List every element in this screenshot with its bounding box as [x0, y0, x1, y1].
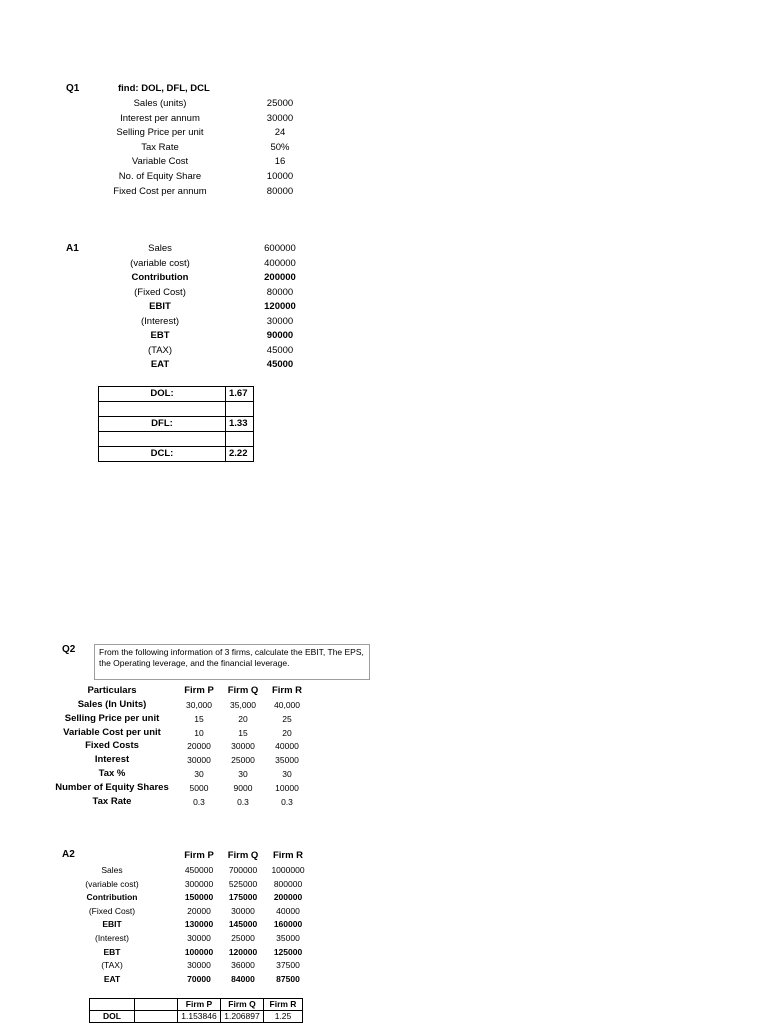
firm-r-value: 0.3 — [281, 796, 293, 807]
a1-row-value: 120000 — [264, 301, 296, 312]
q1-row-label: No. of Equity Share — [118, 171, 202, 182]
a1-row-label: Contribution — [131, 272, 189, 283]
firm-p-value: 450000 — [184, 865, 214, 875]
firm-p-value: 30000 — [187, 755, 211, 766]
a2-label: A2 — [62, 849, 75, 860]
table-row — [0, 931, 768, 945]
q1-row-value: 25000 — [266, 98, 294, 109]
dfl-label: DFL: — [151, 418, 173, 429]
q1-row-value: 80000 — [266, 185, 294, 197]
a1-row-label: (TAX) — [147, 344, 173, 356]
a1-row-value: 400000 — [264, 257, 296, 269]
list-item — [0, 126, 768, 140]
list-item — [0, 315, 768, 329]
firm-r-value: 40000 — [275, 741, 299, 752]
list-item — [0, 300, 768, 314]
firm-p-value: 300000 — [184, 878, 214, 889]
row-label: EBIT — [102, 919, 122, 930]
row-label: Contribution — [86, 892, 138, 903]
list-item — [0, 97, 768, 111]
q2-description: From the following information of 3 firms, calculate the EBIT, The EPS, the Operating leverage, and the financial leverage. — [94, 644, 370, 680]
firm-q-value: 36000 — [231, 960, 255, 971]
q1-row-label: Variable Cost — [131, 156, 189, 168]
row-label: Tax Rate — [92, 795, 132, 807]
firm-r-value: 20 — [282, 727, 292, 738]
q1-row-value: 24 — [274, 127, 286, 139]
table-row — [0, 698, 768, 712]
firm-r-value: 160000 — [273, 919, 303, 930]
q1-row-value: 10000 — [266, 171, 294, 182]
firm-p-value: 15 — [194, 713, 204, 724]
firm-r-value: 35000 — [276, 933, 300, 943]
row-label: Selling Price per unit — [64, 712, 160, 724]
a1-row-value: 80000 — [266, 286, 294, 298]
q1-row-label: Interest per annum — [120, 112, 200, 124]
firm-q-value: 25000 — [231, 933, 255, 943]
firm-r-value: 1000000 — [271, 865, 305, 875]
row-label: (variable cost) — [85, 878, 139, 889]
a1-row-value: 90000 — [266, 330, 294, 341]
blank-row — [99, 402, 253, 417]
a1-row-label: (Interest) — [140, 315, 179, 327]
list-item — [0, 242, 768, 256]
list-item — [0, 155, 768, 169]
a1-row-label: (variable cost) — [130, 257, 190, 269]
firm-p-value: 5000 — [189, 782, 209, 793]
table-row — [0, 739, 768, 753]
firm-q-value: 700000 — [228, 865, 258, 875]
dol-firm-p: 1.153846 — [178, 1011, 221, 1023]
q1-label: Q1 — [66, 83, 80, 94]
list-item — [0, 329, 768, 343]
table-header-row — [90, 999, 303, 1011]
firm-r-value: 25 — [282, 713, 292, 724]
firm-r-value: 10000 — [275, 782, 299, 793]
a1-row-value: 45000 — [266, 344, 294, 356]
q1-row-label: Sales (units) — [133, 98, 187, 109]
q1-row-label: Fixed Cost per annum — [113, 185, 207, 197]
blank-row — [99, 432, 253, 447]
table-header-row — [0, 684, 768, 698]
firm-q-value: 20 — [238, 713, 248, 724]
firm-q-value: 525000 — [228, 878, 258, 889]
firm-p-value: 0.3 — [193, 796, 205, 807]
col-firm-r: Firm R — [264, 999, 303, 1011]
firm-p-value: 10 — [194, 727, 204, 738]
firm-q-value: 25000 — [231, 755, 255, 766]
dfl-row — [99, 417, 253, 432]
firm-p-value: 30000 — [187, 933, 211, 943]
a1-row-label: (Fixed Cost) — [134, 286, 186, 298]
column-header: Firm Q — [227, 850, 259, 861]
dol-firm-r: 1.25 — [264, 1011, 303, 1023]
table-header-row — [0, 849, 768, 863]
column-header: Firm R — [271, 685, 303, 696]
firm-r-value: 37500 — [276, 960, 300, 971]
table-row — [90, 1011, 303, 1023]
a1-row-value: 600000 — [264, 243, 296, 254]
row-label: Fixed Costs — [85, 740, 139, 752]
leverage-box — [98, 386, 254, 462]
firm-p-value: 30 — [194, 769, 204, 779]
firm-q-value: 9000 — [233, 782, 253, 793]
firm-r-value: 200000 — [273, 892, 303, 903]
a1-row-value: 200000 — [264, 272, 296, 283]
dol-firm-q: 1.206897 — [221, 1011, 264, 1023]
a1-row-value: 45000 — [266, 359, 294, 370]
firm-r-value: 87500 — [276, 973, 300, 984]
firm-q-value: 30000 — [231, 905, 255, 916]
firm-q-value: 175000 — [228, 892, 258, 903]
list-item — [0, 141, 768, 155]
column-header: Firm Q — [227, 685, 259, 696]
row-label: Sales (In Units) — [77, 699, 147, 710]
a2-leverage-table — [89, 998, 303, 1023]
column-header: Firm R — [272, 850, 304, 861]
table-row — [0, 890, 768, 904]
col-firm-p: Firm P — [178, 999, 221, 1011]
list-item — [0, 358, 768, 372]
firm-p-value: 130000 — [184, 919, 214, 930]
row-label: Variable Cost per unit — [63, 726, 161, 738]
row-label: EAT — [103, 973, 121, 984]
row-label: (TAX) — [101, 960, 123, 971]
dcl-label: DCL: — [150, 448, 174, 459]
row-label: EBT — [103, 946, 121, 957]
dol-label: DOL: — [150, 388, 174, 399]
firm-q-value: 35,000 — [230, 700, 256, 710]
column-header: Firm P — [184, 850, 214, 861]
column-header: Firm P — [184, 685, 214, 696]
firm-p-value: 30000 — [187, 960, 211, 971]
a1-row-label: EBT — [150, 330, 170, 341]
table-row — [0, 795, 768, 809]
firm-r-value: 30 — [282, 769, 292, 779]
q2-label: Q2 — [62, 644, 76, 655]
table-row — [0, 917, 768, 931]
row-label: (Interest) — [94, 933, 129, 943]
q1-title: find: DOL, DFL, DCL — [118, 83, 210, 94]
firm-p-value: 150000 — [184, 892, 214, 903]
list-item — [0, 185, 768, 199]
list-item — [0, 286, 768, 300]
list-item — [0, 112, 768, 126]
q1-row-label: Selling Price per unit — [116, 127, 204, 139]
firm-q-value: 0.3 — [237, 796, 249, 807]
q1-row-value: 16 — [274, 156, 286, 168]
firm-r-value: 35000 — [275, 755, 299, 766]
q1-row-value: 50% — [270, 141, 290, 153]
table-row — [0, 726, 768, 740]
a1-row-label: EBIT — [149, 301, 171, 312]
q1-row-label: Tax Rate — [141, 141, 179, 153]
firm-q-value: 15 — [238, 727, 248, 738]
firm-p-value: 100000 — [184, 946, 214, 957]
a1-label: A1 — [66, 243, 79, 254]
firm-q-value: 84000 — [231, 973, 255, 984]
firm-p-value: 20000 — [187, 741, 211, 752]
dol-value: 1.67 — [225, 387, 252, 401]
firm-q-value: 30 — [238, 769, 248, 779]
table-row — [0, 945, 768, 959]
row-label: Sales — [101, 865, 123, 875]
table-row — [0, 712, 768, 726]
firm-p-value: 20000 — [187, 905, 211, 916]
table-row — [0, 781, 768, 795]
dcl-row — [99, 447, 253, 461]
firm-p-value: 70000 — [187, 973, 211, 984]
a1-row-label: EAT — [150, 359, 170, 370]
column-header: Particulars — [87, 685, 137, 696]
table-row — [0, 958, 768, 972]
dol-label: DOL — [90, 1011, 135, 1023]
table-row — [0, 877, 768, 891]
list-item — [0, 271, 768, 285]
col-firm-q: Firm Q — [221, 999, 264, 1011]
row-label: Number of Equity Shares — [55, 781, 169, 793]
firm-q-value: 30000 — [231, 741, 255, 752]
firm-r-value: 40000 — [276, 905, 300, 916]
a1-row-value: 30000 — [266, 315, 294, 327]
table-row — [0, 904, 768, 918]
table-row — [0, 863, 768, 877]
firm-r-value: 125000 — [273, 946, 303, 957]
firm-p-value: 30,000 — [186, 700, 212, 710]
list-item — [0, 344, 768, 358]
table-row — [0, 753, 768, 767]
firm-r-value: 800000 — [273, 878, 303, 889]
table-row — [0, 972, 768, 986]
a1-row-label: Sales — [148, 243, 172, 254]
row-label: Tax % — [98, 768, 126, 779]
dfl-value: 1.33 — [225, 417, 252, 431]
firm-q-value: 145000 — [228, 919, 258, 930]
list-item — [0, 170, 768, 184]
dol-row — [99, 387, 253, 402]
q1-row-value: 30000 — [266, 112, 294, 124]
firm-q-value: 120000 — [228, 946, 258, 957]
list-item — [0, 257, 768, 271]
firm-r-value: 40,000 — [274, 700, 300, 710]
dcl-value: 2.22 — [225, 447, 252, 461]
row-label: (Fixed Cost) — [88, 905, 136, 916]
row-label: Interest — [94, 754, 130, 766]
table-row — [0, 767, 768, 781]
